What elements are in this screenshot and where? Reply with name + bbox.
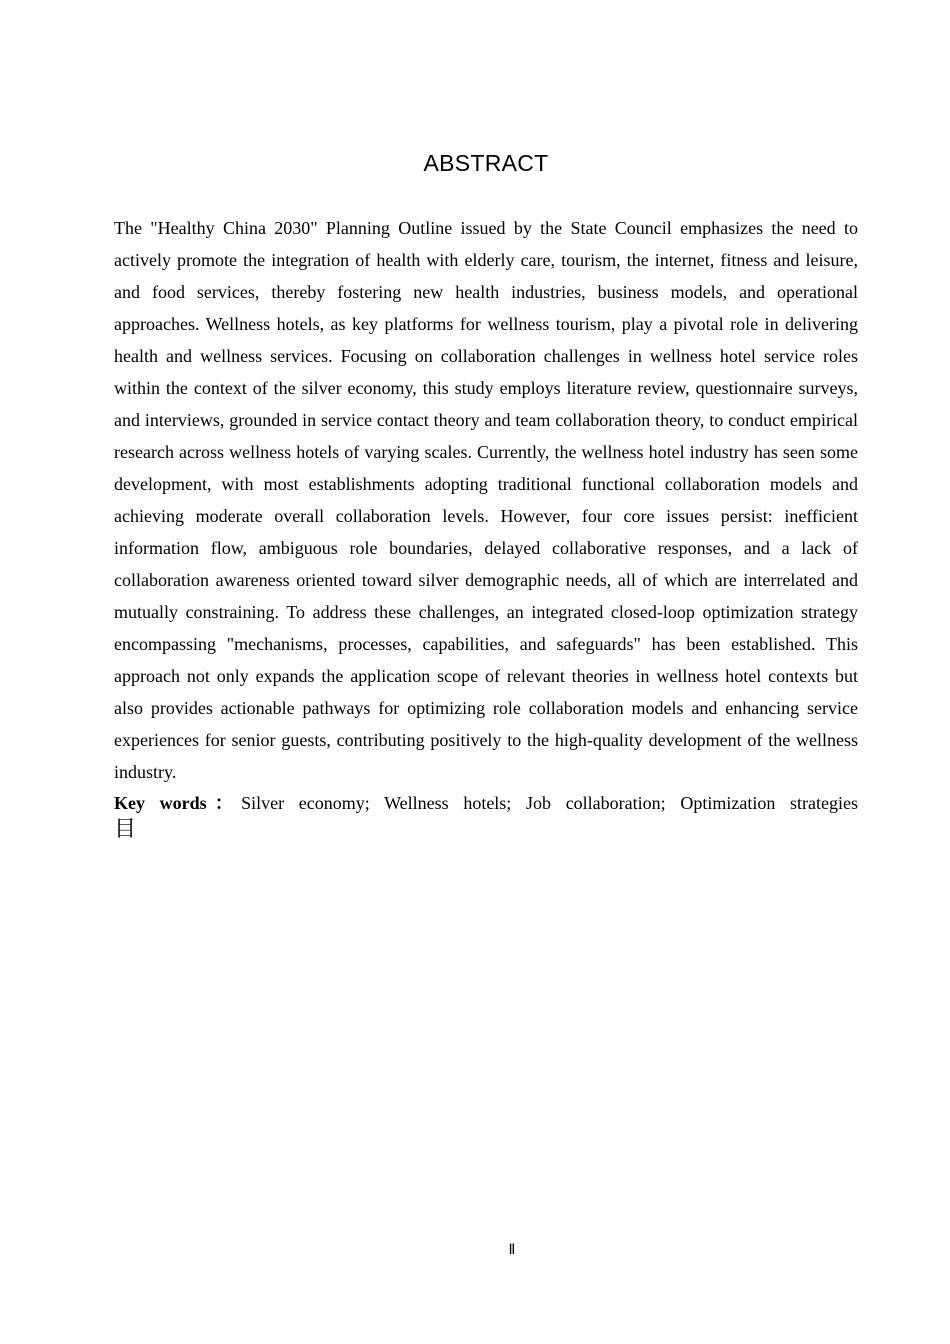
page-number: Ⅱ xyxy=(508,1242,516,1258)
stray-character: 目 xyxy=(114,817,137,842)
abstract-title: ABSTRACT xyxy=(423,150,549,176)
keywords-text: Silver economy; Wellness hotels; Job collaboration; Optimization strategies xyxy=(241,793,858,813)
keywords-line xyxy=(114,788,858,818)
keywords-label: Key words： xyxy=(114,793,242,813)
abstract-body: The "Healthy China 2030" Planning Outline issued by the State Council emphasizes the need to actively promote the integration of health with elderly care, tourism, the internet, fitness and leisure, and food services, thereby fostering new health industries, business models, and operational approaches. Wellness hotels, as key platforms for wellness tourism, play a pivotal role in delivering health and wellness services. Focusing on collaboration challenges in wellness hotel service roles within the context of the silver economy, this study employs literature review, questionnaire surveys, and interviews, grounded in service contact theory and team collaboration theory, to conduct empirical research across wellness hotels of varying scales. Currently, the wellness hotel industry has seen some development, with most establishments adopting traditional functional collaboration models and achieving moderate overall collaboration levels. However, four core issues persist: inefficient information flow, ambiguous role boundaries, delayed collaborative responses, and a lack of collaboration awareness oriented toward silver demographic needs, all of which are interrelated and mutually constraining. To address these challenges, an integrated closed-loop optimization strategy encompassing "mechanisms, processes, capabilities, and safeguards" has been established. This approach not only expands the application scope of relevant theories in wellness hotel contexts but also provides actionable pathways for optimizing role collaboration models and enhancing service experiences for senior guests, contributing positively to the high-quality development of the wellness industry. xyxy=(114,218,858,782)
